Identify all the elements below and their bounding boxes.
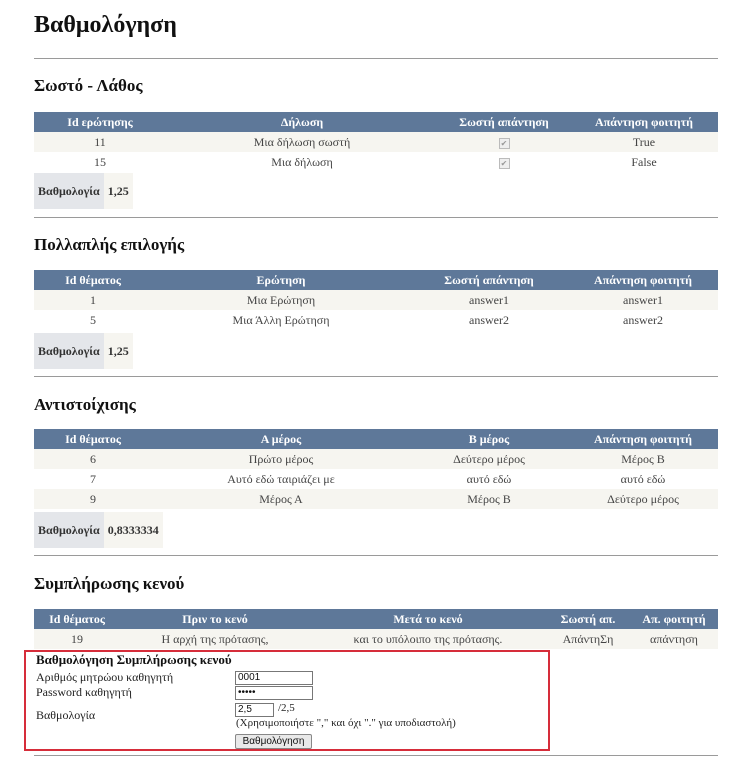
score-value: 1,25	[104, 173, 133, 209]
column-header: Α μέρος	[152, 429, 410, 449]
question-id: 7	[34, 469, 152, 489]
teacher-password-input[interactable]: •••••	[235, 686, 313, 700]
student-answer: Δεύτερο μέρος	[568, 489, 718, 509]
score-row	[34, 173, 133, 209]
student-answer: απάντηση	[630, 629, 718, 649]
column-header: Β μέρος	[410, 429, 568, 449]
table-header-row	[34, 112, 718, 132]
grade-label: Βαθμολογία	[36, 708, 96, 722]
grading-form-title: Βαθμολόγηση Συμπλήρωσης κενού	[36, 652, 232, 667]
divider	[34, 376, 718, 377]
teacher-id-input[interactable]: 0001	[235, 671, 313, 685]
column-header: Απ. φοιτητή	[630, 609, 718, 629]
column-header: Id θέματος	[34, 270, 152, 290]
correct-answer: answer2	[410, 310, 568, 330]
correct-answer-cell	[438, 152, 570, 172]
table-row	[34, 469, 718, 489]
column-header: Id θέματος	[34, 609, 120, 629]
student-answer: False	[570, 152, 718, 172]
statement: Μια δήλωση	[166, 152, 438, 172]
table-row	[34, 629, 718, 649]
column-header: Id θέματος	[34, 429, 152, 449]
part-a: Μέρος Α	[152, 489, 410, 509]
correct-checkbox: ✔	[499, 158, 510, 169]
part-b: αυτό εδώ	[410, 469, 568, 489]
part-a: Πρώτο μέρος	[152, 449, 410, 469]
section-title-fill-blank: Συμπλήρωσης κενού	[34, 574, 185, 593]
score-label: Βαθμολογία	[34, 333, 104, 369]
part-a: Αυτό εδώ ταιριάζει με	[152, 469, 410, 489]
divider	[34, 755, 718, 756]
divider	[34, 217, 718, 218]
correct-checkbox: ✔	[499, 138, 510, 149]
column-header: Σωστή απάντηση	[410, 270, 568, 290]
table-row	[34, 152, 718, 172]
table-header-row	[34, 270, 718, 290]
column-header: Δήλωση	[166, 112, 438, 132]
column-header: Απάντηση φοιτητή	[568, 429, 718, 449]
column-header: Απάντηση φοιτητή	[570, 112, 718, 132]
column-header: Σωστή απάντηση	[438, 112, 570, 132]
table-row	[34, 132, 718, 152]
table-row	[34, 449, 718, 469]
question-id: 6	[34, 449, 152, 469]
correct-answer-cell	[438, 132, 570, 152]
submit-grade-button[interactable]: Βαθμολόγηση	[235, 734, 312, 749]
score-row	[34, 333, 133, 369]
section-title-multiple-choice: Πολλαπλής επιλογής	[34, 235, 185, 254]
student-answer: αυτό εδώ	[568, 469, 718, 489]
text-before-blank: Η αρχή της πρότασης,	[120, 629, 310, 649]
student-answer: answer1	[568, 290, 718, 310]
student-answer: Μέρος Β	[568, 449, 718, 469]
table-header-row	[34, 429, 718, 449]
question-id: 19	[34, 629, 120, 649]
true-false-table	[34, 112, 718, 172]
column-header: Απάντηση φοιτητή	[568, 270, 718, 290]
divider	[34, 555, 718, 556]
teacher-password-label: Password καθηγητή	[36, 685, 132, 699]
question-id: 5	[34, 310, 152, 330]
grade-max: /2,5	[278, 702, 295, 714]
multiple-choice-table	[34, 270, 718, 330]
grade-input[interactable]: 2,5	[235, 703, 274, 717]
text-after-blank: και το υπόλοιπο της πρότασης.	[310, 629, 546, 649]
part-b: Δεύτερο μέρος	[410, 449, 568, 469]
correct-answer: answer1	[410, 290, 568, 310]
score-label: Βαθμολογία	[34, 173, 104, 209]
decimal-hint: (Χρησιμοποιήστε "," και όχι "." για υποδιαστολή)	[236, 717, 456, 729]
score-value: 1,25	[104, 333, 133, 369]
score-row	[34, 512, 163, 548]
section-title-true-false: Σωστό - Λάθος	[34, 76, 143, 95]
question-id: 15	[34, 152, 166, 172]
column-header: Id ερώτησης	[34, 112, 166, 132]
column-header: Σωστή απ.	[546, 609, 630, 629]
question-id: 11	[34, 132, 166, 152]
correct-answer: ΑπάντηΣη	[546, 629, 630, 649]
student-answer: answer2	[568, 310, 718, 330]
score-value: 0,8333334	[104, 512, 163, 548]
table-row	[34, 489, 718, 509]
score-label: Βαθμολογία	[34, 512, 104, 548]
table-row	[34, 310, 718, 330]
teacher-id-label: Αριθμός μητρώου καθηγητή	[36, 670, 174, 684]
column-header: Πριν το κενό	[120, 609, 310, 629]
statement: Μια δήλωση σωστή	[166, 132, 438, 152]
fill-blank-table	[34, 609, 718, 649]
section-title-matching: Αντιστοίχισης	[34, 395, 136, 414]
column-header: Μετά το κενό	[310, 609, 546, 629]
column-header: Ερώτηση	[152, 270, 410, 290]
table-header-row	[34, 609, 718, 629]
divider	[34, 58, 718, 59]
matching-table	[34, 429, 718, 509]
question: Μια Άλλη Ερώτηση	[152, 310, 410, 330]
student-answer: True	[570, 132, 718, 152]
page-title: Βαθμολόγηση	[34, 12, 177, 38]
question: Μια Ερώτηση	[152, 290, 410, 310]
question-id: 9	[34, 489, 152, 509]
part-b: Μέρος Β	[410, 489, 568, 509]
question-id: 1	[34, 290, 152, 310]
table-row	[34, 290, 718, 310]
